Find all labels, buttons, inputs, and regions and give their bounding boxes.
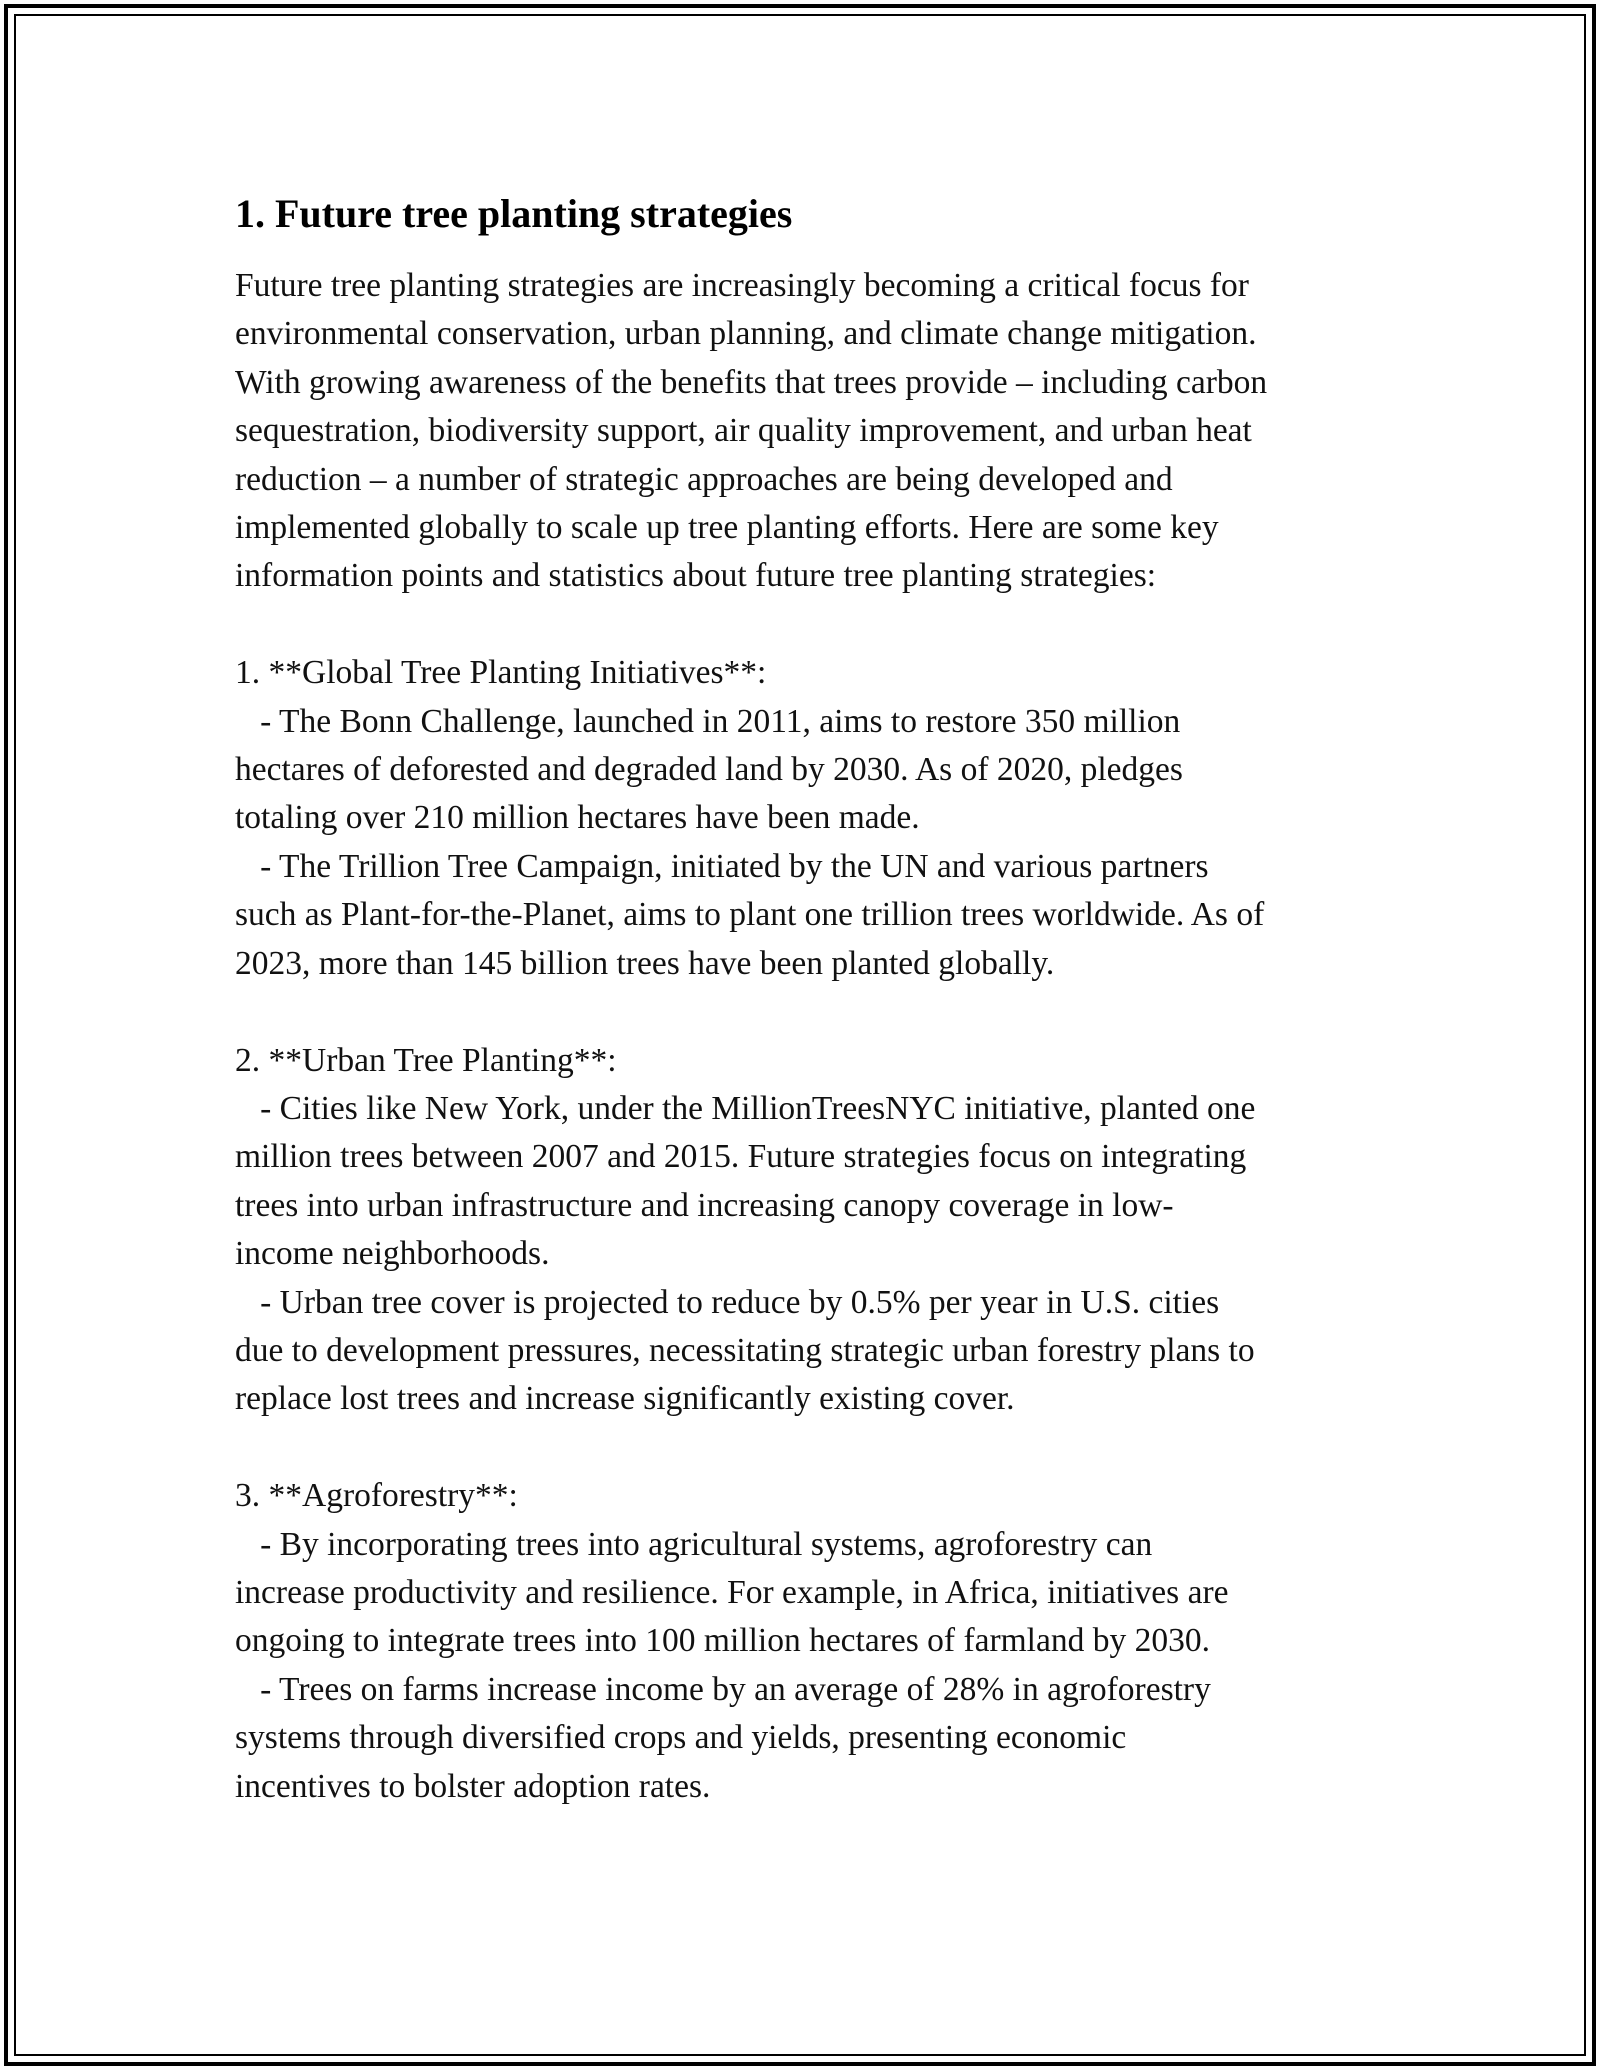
document-content	[235, 186, 1375, 1811]
document-title: 1. Future tree planting strategies	[235, 191, 793, 236]
document-body: Future tree planting strategies are increasingly becoming a critical focus for environmental conservation, urban planning, and climate change mitigation. With growing awareness of the benefits that trees provide – including carbon sequestration, biodiversity support, air quality improvement, and urban heat reduction – a number of strategic approaches are being developed and implemented globally to scale up tree planting efforts. Here are some key information points and statistics about future tree planting strategies: 1. **Global Tree Planting Initiatives**: - The Bonn Challenge, launched in 2011, aims to restore 350 million hectares of deforested and degraded land by 2030. As of 2020, pledges totaling over 210 million hectares have been made. - The Trillion Tree Campaign, initiated by the UN and various partners such as Plant-for-the-Planet, aims to plant one trillion trees worldwide. As of 2023, more than 145 billion trees have been planted globally. 2. **Urban Tree Planting**: - Cities like New York, under the MillionTreesNYC initiative, planted one million trees between 2007 and 2015. Future strategies focus on integrating trees into urban infrastructure and increasing canopy coverage in low- income neighborhoods. - Urban tree cover is projected to reduce by 0.5% per year in U.S. cities due to development pressures, necessitating strategic urban forestry plans to replace lost trees and increase significantly existing cover. 3. **Agroforestry**: - By incorporating trees into agricultural systems, agroforestry can increase productivity and resilience. For example, in Africa, initiatives are ongoing to integrate trees into 100 million hectares of farmland by 2030. - Trees on farms increase income by an average of 28% in agroforestry systems through diversified crops and yields, presenting economic incentives to bolster adoption rates.	[235, 267, 1268, 1805]
